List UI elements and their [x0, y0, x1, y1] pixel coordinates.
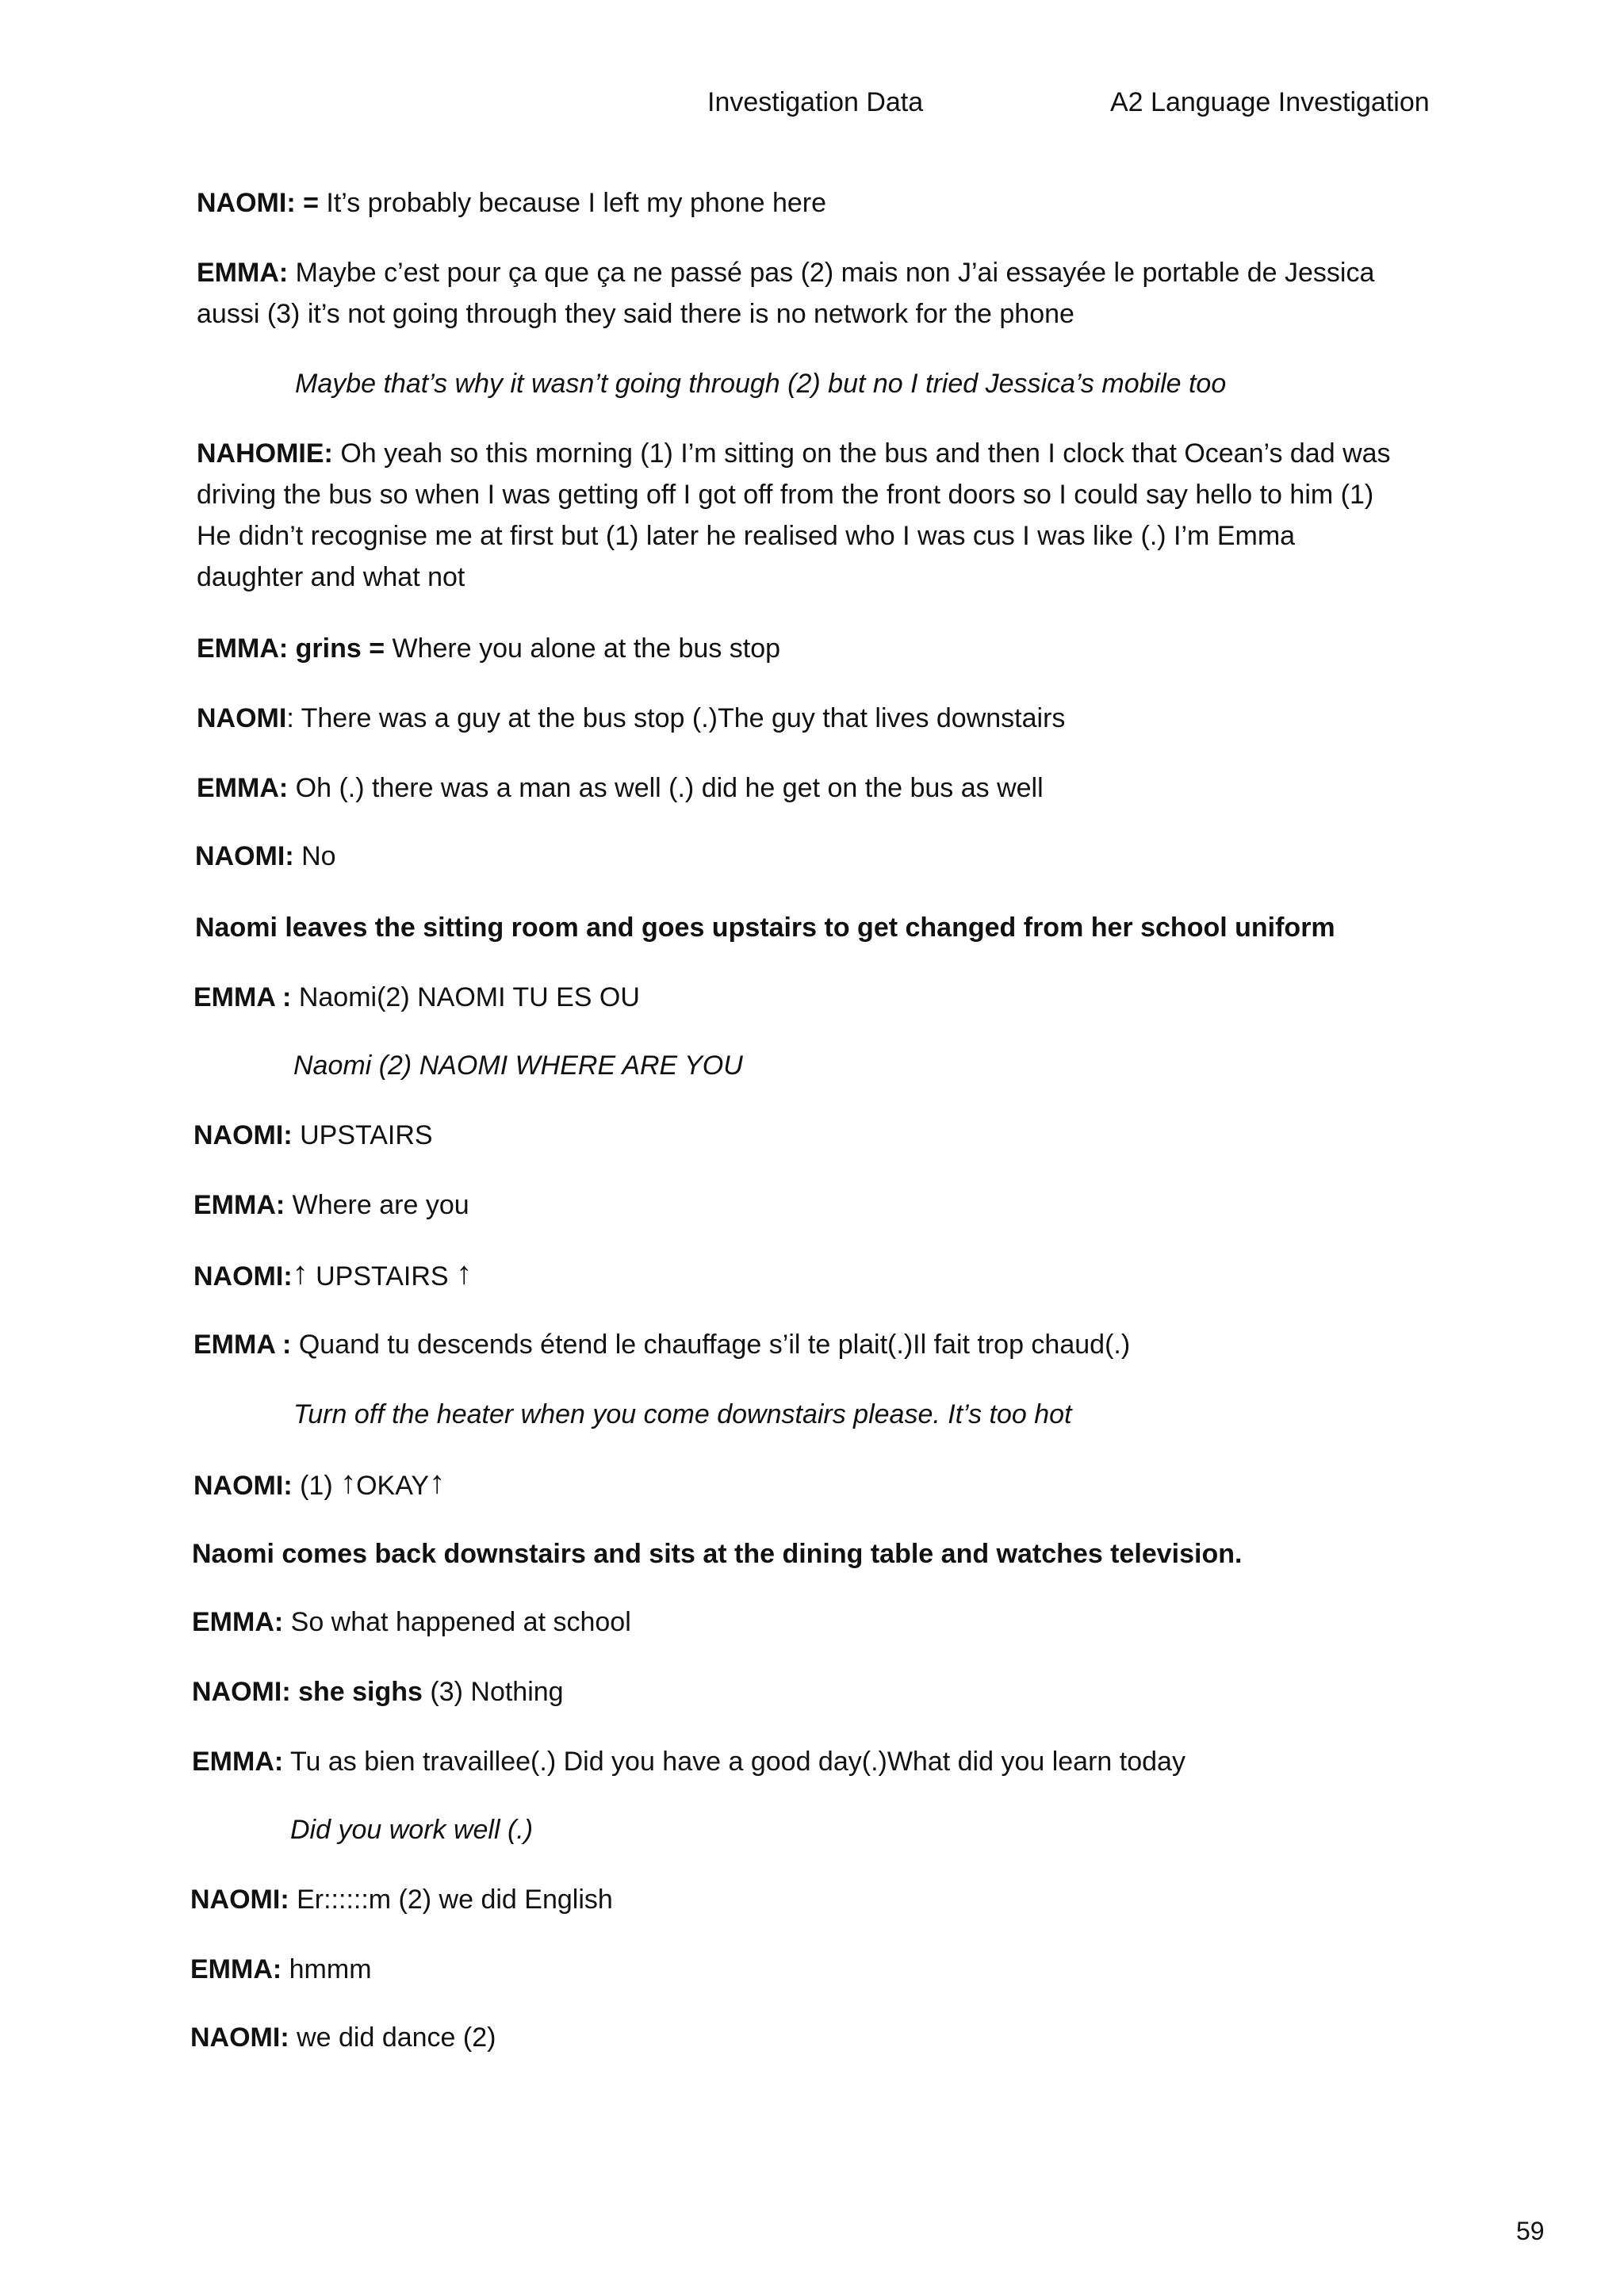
- utterance-text: UPSTAIRS: [308, 1261, 457, 1292]
- speaker-label: NAOMI: she sighs: [192, 1677, 423, 1707]
- utterance-text: Tu as bien travaillee(.) Did you have a good day(.)What did you learn today: [283, 1747, 1185, 1777]
- speaker-label: EMMA :: [193, 982, 292, 1012]
- rising-intonation-arrow-icon: ↑: [456, 1256, 473, 1291]
- transcript-line: [193, 1115, 433, 1156]
- utterance-text: daughter and what not: [197, 562, 465, 592]
- translation-line: Maybe that’s why it wasn’t going through (2) but no I tried Jessica’s mobile too: [295, 369, 1227, 399]
- speaker-label: NAHOMIE:: [197, 438, 333, 469]
- transcript-line: [190, 1949, 372, 1990]
- speaker-label: NAOMI:: [190, 2022, 289, 2053]
- utterance-text: Er::::::m (2) we did English: [289, 1885, 613, 1915]
- speaker-label: NAOMI: =: [197, 188, 319, 218]
- stage-direction: Naomi leaves the sitting room and goes upstairs to get changed from her school uniform: [195, 913, 1335, 943]
- transcript-line: [197, 433, 1391, 474]
- utterance-text: So what happened at school: [283, 1607, 631, 1637]
- utterance-text: OKAY: [356, 1471, 430, 1501]
- transcript-line: [197, 628, 780, 669]
- transcript-line: [193, 1462, 445, 1506]
- speaker-label: EMMA:: [192, 1607, 284, 1637]
- utterance-text: Quand tu descends étend le chauffage s’il te plait(.)Il fait trop chaud(.): [291, 1330, 1131, 1360]
- transcript-line: [192, 1601, 631, 1643]
- transcript-line: [197, 252, 1374, 293]
- transcript-line-continued: [197, 515, 1295, 557]
- transcript-line-continued: [197, 293, 1074, 335]
- transcript-line: [192, 1671, 564, 1712]
- utterance-text: (3) Nothing: [422, 1677, 564, 1707]
- transcript-line: [193, 1253, 472, 1297]
- rising-intonation-arrow-icon: ↑: [429, 1465, 446, 1500]
- utterance-text: UPSTAIRS: [292, 1120, 433, 1150]
- transcript-line: [197, 698, 1065, 739]
- utterance-text: (1): [292, 1471, 341, 1501]
- page-header-right: A2 Language Investigation: [1110, 87, 1430, 117]
- utterance-text: : There was a guy at the bus stop (.)The guy that lives downstairs: [286, 703, 1066, 733]
- transcript-line: [197, 182, 826, 224]
- translation-line: Turn off the heater when you come downstairs please. It’s too hot: [293, 1399, 1072, 1429]
- transcript-line-continued: [197, 557, 465, 598]
- translation-line: Did you work well (.): [290, 1815, 534, 1845]
- page-header-left: Investigation Data: [707, 87, 924, 117]
- transcript-line: [193, 1184, 469, 1226]
- utterance-text: aussi (3) it’s not going through they said there is no network for the phone: [197, 299, 1074, 329]
- speaker-label: EMMA:: [190, 1954, 282, 1984]
- transcript-line: [193, 977, 640, 1018]
- speaker-label: EMMA:: [192, 1747, 284, 1777]
- speaker-label: NAOMI:: [190, 1885, 289, 1915]
- utterance-text: Oh (.) there was a man as well (.) did he get on the bus as well: [288, 773, 1044, 803]
- speaker-label: NAOMI: [197, 703, 287, 733]
- utterance-text: driving the bus so when I was getting off I got off from the front doors so I could say hello to him (1): [197, 480, 1374, 510]
- stage-direction: Naomi comes back downstairs and sits at the dining table and watches television.: [192, 1539, 1243, 1569]
- speaker-label: NAOMI:: [195, 841, 294, 871]
- transcript-line: [192, 1741, 1185, 1782]
- utterance-text: Oh yeah so this morning (1) I’m sitting on the bus and then I clock that Ocean’s dad was: [332, 438, 1391, 469]
- utterance-text: It’s probably because I left my phone here: [318, 188, 827, 218]
- transcript-line: [195, 836, 336, 877]
- utterance-text: hmmm: [282, 1954, 372, 1984]
- utterance-text: Maybe c’est pour ça que ça ne passé pas (2) mais non J’ai essayée le portable de Jessica: [288, 258, 1375, 288]
- transcript-line: [197, 767, 1044, 809]
- speaker-label: EMMA:: [193, 1190, 285, 1220]
- utterance-text: He didn’t recognise me at first but (1) later he realised who I was cus I was like (.) I’m Emma: [197, 521, 1296, 551]
- translation-line: Naomi (2) NAOMI WHERE ARE YOU: [293, 1050, 743, 1081]
- utterance-text: Where are you: [285, 1190, 469, 1220]
- speaker-label: EMMA :: [193, 1330, 292, 1360]
- transcript-line: [193, 1324, 1130, 1365]
- speaker-label: EMMA:: [197, 773, 289, 803]
- speaker-label: NAOMI:: [193, 1120, 293, 1150]
- speaker-label: EMMA: grins =: [197, 633, 385, 664]
- transcript-line-continued: [197, 474, 1373, 515]
- utterance-text: No: [293, 841, 336, 871]
- transcript-line: [190, 1879, 613, 1920]
- speaker-label: NAOMI:: [193, 1471, 293, 1501]
- utterance-text: we did dance (2): [289, 2022, 496, 2053]
- rising-intonation-arrow-icon: ↑: [340, 1465, 357, 1500]
- rising-intonation-arrow-icon: ↑: [292, 1256, 308, 1291]
- page-number: 59: [1516, 2217, 1545, 2245]
- utterance-text: Naomi(2) NAOMI TU ES OU: [291, 982, 640, 1012]
- speaker-label: EMMA:: [197, 258, 289, 288]
- utterance-text: Where you alone at the bus stop: [385, 633, 781, 664]
- transcript-line: [190, 2017, 496, 2058]
- speaker-label: NAOMI:: [193, 1261, 293, 1292]
